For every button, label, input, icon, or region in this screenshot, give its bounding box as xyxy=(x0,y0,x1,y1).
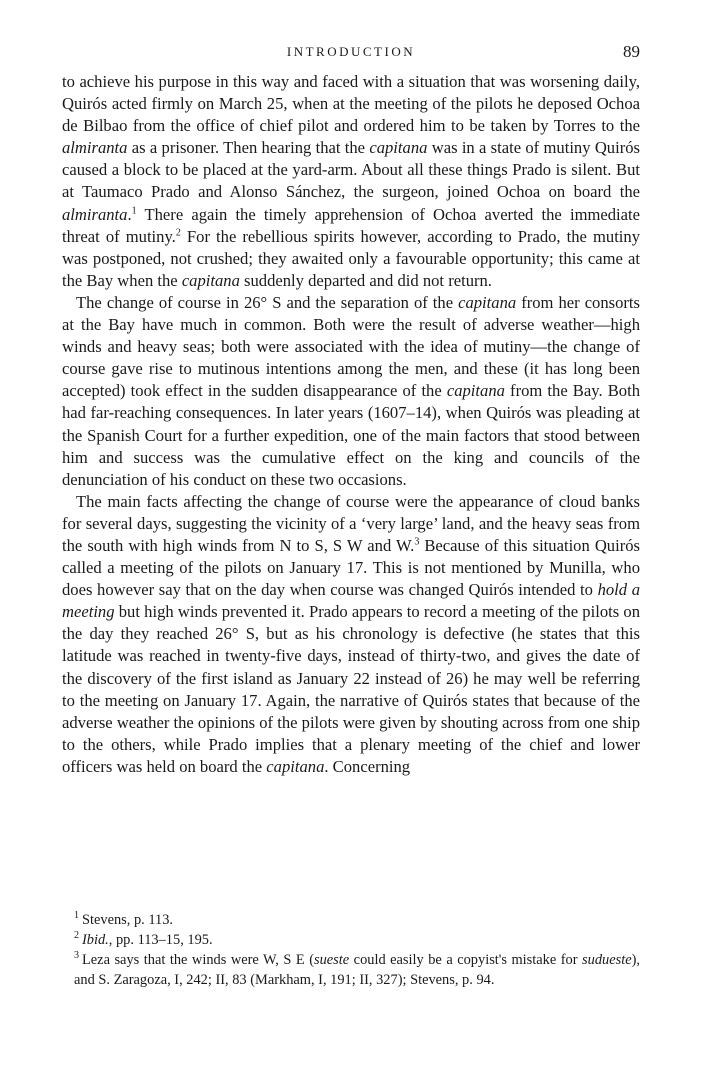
text-run: but high winds prevented it. Prado appears to record a meeting of the pilots on the day they reached 26° S, but as his chronology is defective (he states that this latitude was reached in twenty-five days, instead of thirty-two, and gives the date of the discovery of the first island as January 22 instead of 26) he may well be referring to the meeting on January 17. Again, the narrative of Quirós states that because of the adverse weather the opinions of the pilots were given by shouting across from one ship to the others, while Prado implies that a plenary meeting of the chief and lower officers was held on board the xyxy=(62,602,640,776)
text-run: Because of this situation Quirós called a meeting of the pilots on January 17. This is not mentioned by Munilla, who does however say that on the day when course was changed Quirós intended to xyxy=(62,535,640,600)
footnote-mark: 2 xyxy=(74,930,79,942)
text-run: , pp. 113–15, 195. xyxy=(108,932,213,948)
text-run: . Concerning xyxy=(324,756,411,776)
running-head-title: INTRODUCTION xyxy=(286,44,416,59)
footnote-reference: 1 xyxy=(131,205,137,217)
text-run: as a prisoner. Then hearing that the xyxy=(127,138,370,158)
italic-text: capitana xyxy=(181,270,240,290)
footnote-reference: 2 xyxy=(175,227,181,239)
footnote xyxy=(62,910,640,930)
italic-text: sudueste xyxy=(582,952,632,968)
text-run: There again the timely apprehension of Ochoa averted the immediate threat of mutiny. xyxy=(62,204,640,246)
text-run: For the rebellious spirits however, according to Prado, the mutiny was postponed, not crushed; they awaited only a favourable opportunity; this came at the Bay when the xyxy=(62,226,641,290)
footnote xyxy=(62,950,640,990)
text-run: suddenly departed and did not return. xyxy=(239,270,492,290)
paragraph xyxy=(62,71,640,292)
footnote xyxy=(62,930,640,950)
italic-text: hold a meeting xyxy=(62,580,640,622)
italic-text: almiranta xyxy=(62,204,128,224)
italic-text: sueste xyxy=(314,952,350,968)
text-run: Stevens, p. 113. xyxy=(82,912,174,928)
paragraph xyxy=(62,491,640,778)
italic-text: almiranta xyxy=(62,138,128,158)
running-head xyxy=(62,44,640,66)
italic-text: capitana xyxy=(446,381,505,401)
text-run: The change of course in 26° S and the separation of the xyxy=(76,292,459,312)
italic-text: capitana xyxy=(369,138,428,158)
text-run: Leza says that the winds were W, S E ( xyxy=(82,952,314,968)
footnotes xyxy=(62,910,640,990)
italic-text: capitana xyxy=(266,756,325,776)
body-text xyxy=(62,71,640,778)
page-number: 89 xyxy=(623,42,640,61)
text-run: . xyxy=(127,204,132,224)
text-run: could easily be a copyist's mistake for xyxy=(349,952,583,968)
text-run: was in a state of mutiny Quirós caused a block to be placed at the yard-arm. About all these things Prado is silent. But at Taumaco Prado and Alonso Sánchez, the surgeon, joined Ochoa on board the xyxy=(62,138,640,202)
text-run: ), and S. Zaragoza, I, 242; II, 83 (Markham, I, 191; II, 327); Stevens, p. 94. xyxy=(74,952,640,988)
text-run: to achieve his purpose in this way and faced with a situation that was worsening daily, Quirós acted firmly on March 25, when at the meeting of the pilots he deposed Ochoa de Bilbao from the office of chief pilot and ordered him to be taken by Torres to the xyxy=(62,72,640,136)
text-run: from her consorts at the Bay have much in common. Both were the result of adverse weather—high winds and heavy seas; both were associated with the idea of mutiny—the change of course gave rise to mutinous intentions among the men, and these (it has long been accepted) took effect in the sudden disappearance of the xyxy=(62,292,640,401)
text-run: from the Bay. Both had far-reaching consequences. In later years (1607–14), when Quirós was pleading at the Spanish Court for a further expedition, one of the main factors that stood between him and success was the cumulative effect on the king and councils of the denunciation of his conduct on these two occasions. xyxy=(62,381,640,489)
text-run: The main facts affecting the change of course were the appearance of cloud banks for several days, suggesting the vicinity of a ‘very large’ land, and the heavy seas from the south with high winds from N to S, S W and W. xyxy=(62,491,640,555)
footnote-reference: 3 xyxy=(414,536,420,548)
italic-text: capitana xyxy=(458,292,517,312)
italic-text: Ibid. xyxy=(82,932,109,948)
paragraph xyxy=(62,292,640,491)
footnote-mark: 1 xyxy=(74,910,79,922)
footnote-mark: 3 xyxy=(74,950,79,962)
